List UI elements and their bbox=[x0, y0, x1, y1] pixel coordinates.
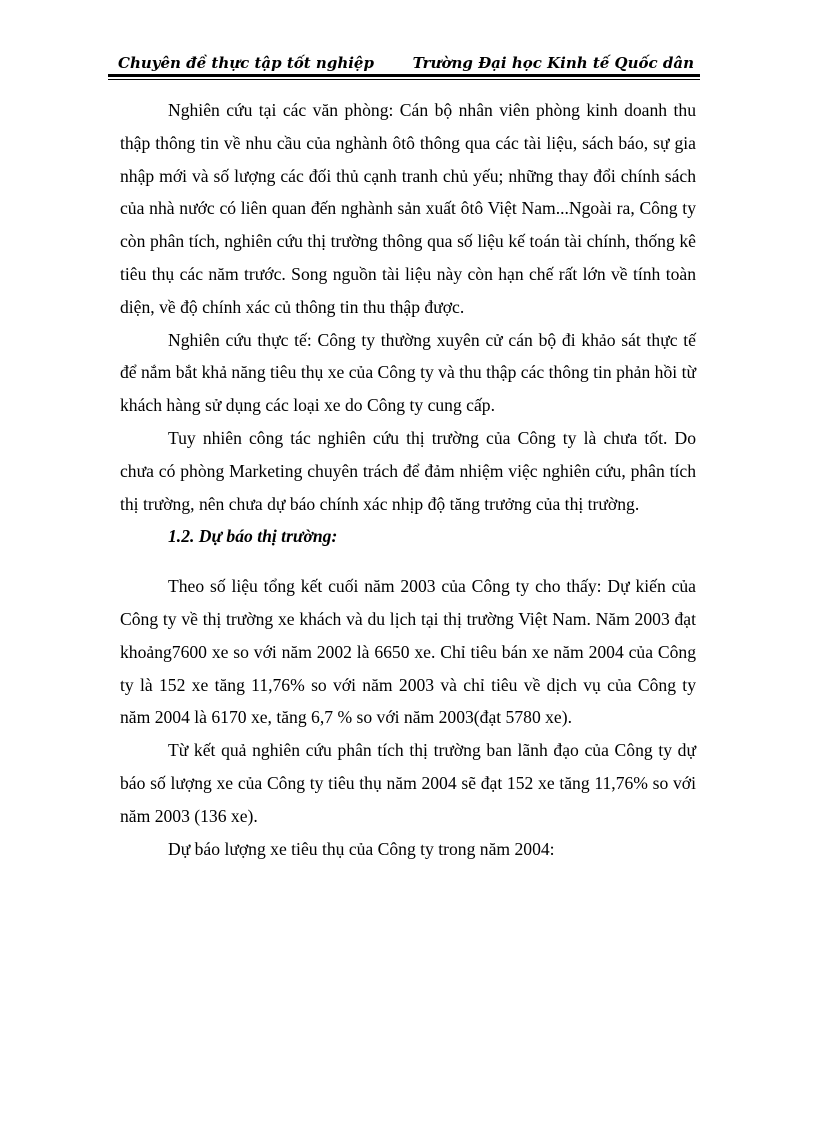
paragraph-forecast-intro: Dự báo lượng xe tiêu thụ của Công ty trong năm 2004: bbox=[168, 838, 555, 859]
paragraph-office-research: Nghiên cứu tại các văn phòng: Cán bộ nhân viên phòng kinh doanh thu thập thông tin về nhu cầu của nghành ôtô thông qua các tài liệu, sách báo, sự gia nhập mới và số lượng các đối thủ cạnh tranh chủ yếu; những thay đổi chính sách của nhà nước có liên quan đến nghành sản xuất ôtô Việt Nam...Ngoài ra, Công ty còn phân tích, nghiên cứu thị trường thông qua số liệu kế toán tài chính, thống kê tiêu thụ các năm trước. Song nguồn tài liệu này còn hạn chế rất lớn về tính toàn diện, về độ chính xác củ thông tin thu thập được. bbox=[120, 100, 696, 317]
paragraph-field-research: Nghiên cứu thực tế: Công ty thường xuyên cử cán bộ đi khảo sát thực tế để nắm bắt khả năng tiêu thụ xe của Công ty và thu thập các thông tin phản hồi từ khách hàng sử dụng các loại xe do Công ty cung cấp. bbox=[120, 329, 696, 416]
paragraph-research-limitations: Tuy nhiên công tác nghiên cứu thị trường của Công ty là chưa tốt. Do chưa có phòng Marketing chuyên trách để đảm nhiệm việc nghiên cứu, phân tích thị trường, nên chưa dự báo chính xác nhịp độ tăng trưởng của thị trường. bbox=[120, 427, 696, 514]
paragraph-sales-forecast: Từ kết quả nghiên cứu phân tích thị trường ban lãnh đạo của Công ty dự báo số lượng xe của Công ty tiêu thụ năm 2004 sẽ đạt 152 xe tăng 11,76% so với năm 2003 (136 xe). bbox=[120, 740, 696, 826]
header-university-name: Trường Đại học Kinh tế Quốc dân bbox=[412, 54, 694, 72]
body-text bbox=[120, 94, 696, 865]
page-header bbox=[108, 50, 700, 76]
paragraph-market-figures: Theo số liệu tổng kết cuối năm 2003 của Công ty cho thấy: Dự kiến của Công ty về thị trường xe khách và du lịch tại thị trường Việt Nam. Năm 2003 đạt khoảng7600 xe so với năm 2002 là 6650 xe. Chỉ tiêu bán xe năm 2004 của Công ty là 152 xe tăng 11,76% so với năm 2003 và chỉ tiêu về dịch vụ của Công ty năm 2004 là 6170 xe, tăng 6,7 % so với năm 2003(đạt 5780 xe). bbox=[120, 576, 696, 728]
header-thesis-title: Chuyên đề thực tập tốt nghiệp bbox=[118, 54, 374, 72]
header-rule-thin bbox=[108, 79, 700, 80]
section-heading: 1.2. Dự báo thị trường: bbox=[168, 526, 338, 547]
header-rule-thick bbox=[108, 74, 700, 77]
